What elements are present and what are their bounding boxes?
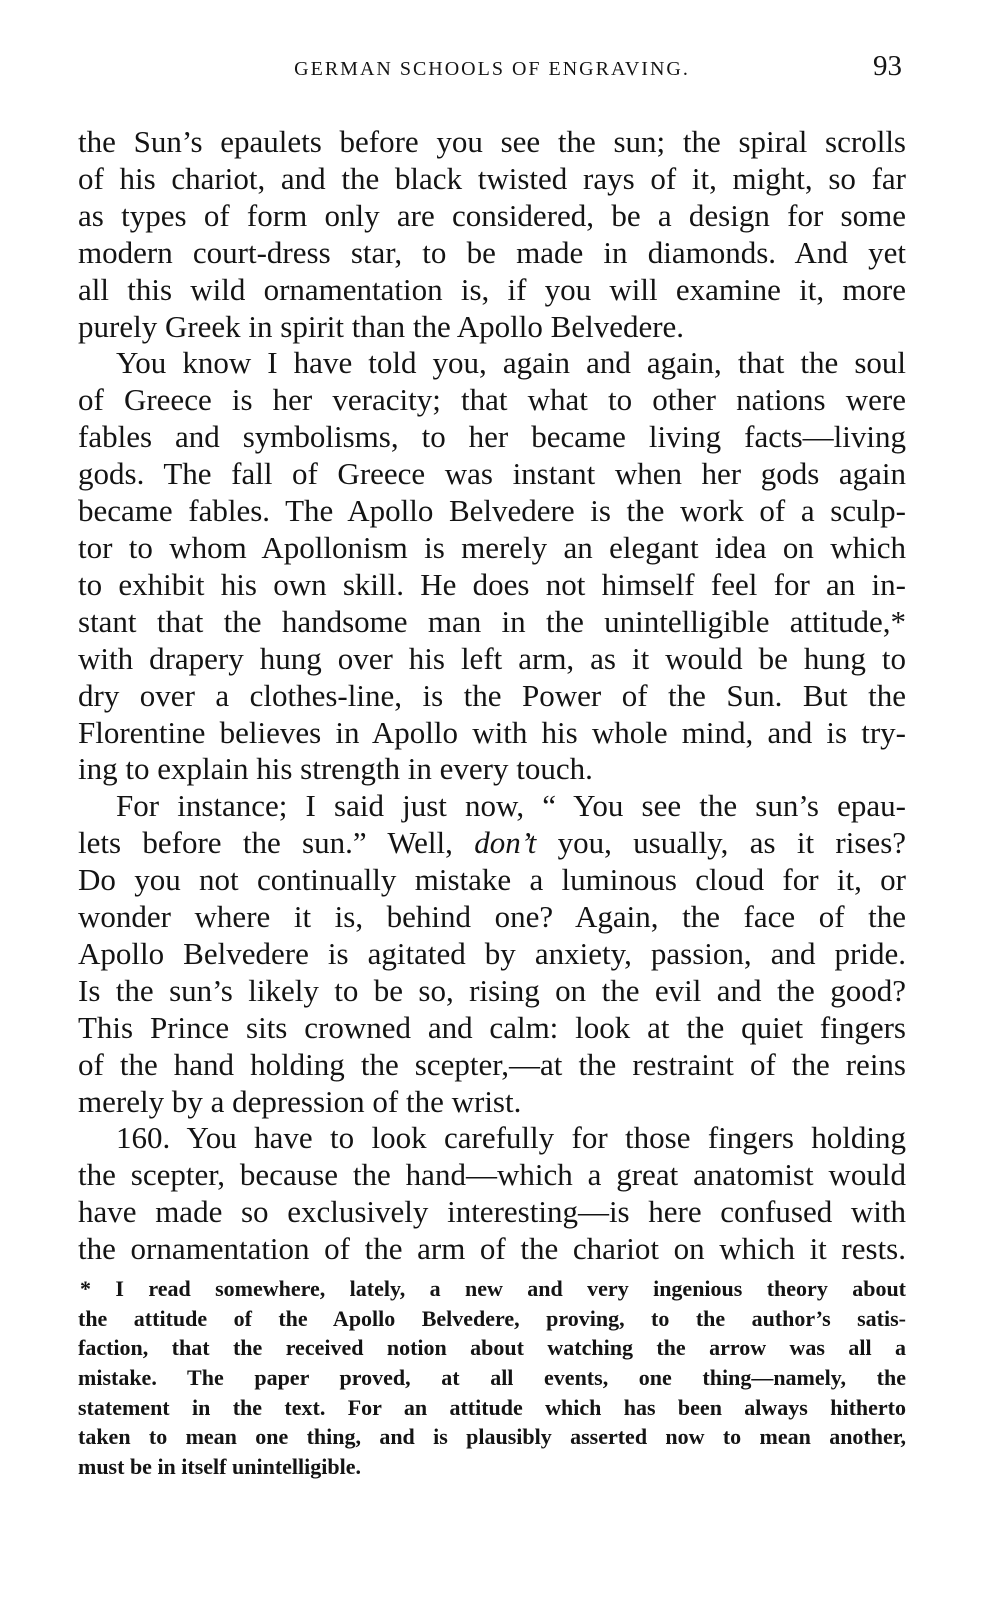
text-line: all this wild ornamentation is, if you will examine it, more — [78, 271, 906, 307]
text-line: became fables. The Apollo Belvedere is the work of a sculp- — [78, 493, 906, 529]
text-line: ing to explain his strength in every touch. — [78, 751, 593, 787]
footnote — [78, 1274, 906, 1482]
footnote-line: statement in the text. For an attitude which has been always hitherto — [78, 1394, 906, 1420]
text-line: gods. The fall of Greece was instant when her gods again — [78, 456, 906, 492]
body-text — [78, 124, 906, 1268]
text-line: as types of form only are considered, be a design for some — [78, 197, 906, 233]
text-line: the Sun’s epaulets before you see the sun; the spiral scrolls — [78, 124, 906, 159]
text-line: the scepter, because the hand—which a great anatomist would — [78, 1157, 906, 1193]
text-line: merely by a depression of the wrist. — [78, 1083, 522, 1119]
text-line: fables and symbolisms, to her became living facts—living — [78, 419, 906, 455]
paragraph-first-line: You know I have told you, again and again, that the soul — [116, 345, 906, 381]
text-line: Do you not continually mistake a luminous cloud for it, or — [78, 862, 906, 898]
text-line: of Greece is her veracity; that what to other nations were — [78, 382, 906, 418]
text-line: to exhibit his own skill. He does not himself feel for an in- — [78, 566, 906, 602]
text-line: wonder where it is, behind one? Again, the face of the — [78, 899, 906, 935]
text-line: modern court-dress star, to be made in diamonds. And yet — [78, 234, 906, 270]
text-line: of the hand holding the scepter,—at the restraint of the reins — [78, 1046, 906, 1082]
text-line: This Prince sits crowned and calm: look at the quiet fingers — [78, 1009, 906, 1045]
text-line: stant that the handsome man in the unintelligible attitude,* — [78, 603, 906, 639]
text-segment: lets before the sun.” Well, — [78, 825, 453, 861]
text-line: Florentine believes in Apollo with his whole mind, and is try- — [78, 714, 906, 750]
text-line: dry over a clothes-line, is the Power of the Sun. But the — [78, 677, 906, 713]
text-line-with-italic — [78, 825, 906, 862]
footnote-line: mistake. The paper proved, at all events, one thing—namely, the — [78, 1365, 906, 1391]
text-line: have made so exclusively interesting—is here confused with — [78, 1194, 906, 1230]
text-line: tor to whom Apollonism is merely an elegant idea on which — [78, 529, 906, 565]
footnote-line: the attitude of the Apollo Belvedere, proving, to the author’s satis- — [78, 1305, 906, 1331]
text-line: Is the sun’s likely to be so, rising on the evil and the good? — [78, 972, 906, 1008]
text-line: the ornamentation of the arm of the chariot on which it rests. — [78, 1231, 906, 1267]
text-segment: you, usually, as it rises? — [557, 825, 907, 861]
text-line: purely Greek in spirit than the Apollo Belvedere. — [78, 308, 685, 344]
text-line: with drapery hung over his left arm, as it would be hung to — [78, 640, 906, 676]
italic-word: don’t — [474, 825, 537, 861]
footnote-line: taken to mean one thing, and is plausibly asserted now to mean another, — [78, 1424, 906, 1450]
text-line: of his chariot, and the black twisted rays of it, might, so far — [78, 160, 906, 196]
paragraph-first-line: For instance; I said just now, “ You see the sun’s epau- — [116, 788, 906, 824]
footnote-line: * I read somewhere, lately, a new and very ingenious theory about — [80, 1276, 906, 1301]
running-head — [78, 50, 906, 90]
footnote-line: faction, that the received notion about watching the arrow was all a — [78, 1335, 906, 1361]
paragraph-first-line: 160. You have to look carefully for those fingers holding — [116, 1120, 906, 1156]
footnote-line: must be in itself unintelligible. — [78, 1454, 361, 1480]
text-line: Apollo Belvedere is agitated by anxiety, passion, and pride. — [78, 935, 906, 971]
running-title: GERMAN SCHOOLS OF ENGRAVING. — [294, 58, 690, 80]
page-number: 93 — [873, 50, 902, 82]
